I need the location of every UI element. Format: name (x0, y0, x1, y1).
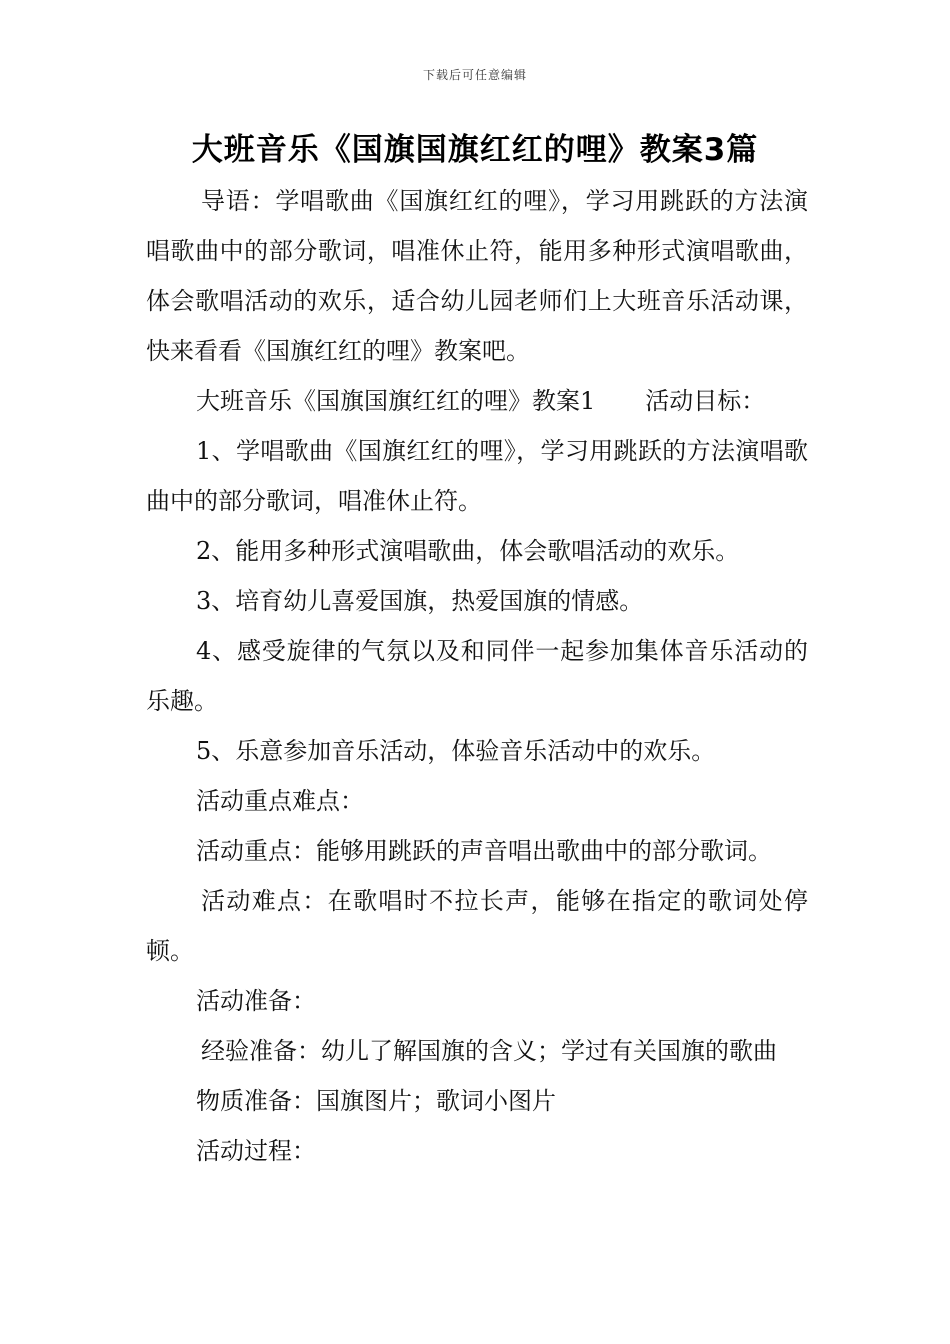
document-title: 大班音乐《国旗国旗红红的哩》教案3篇 (191, 132, 759, 168)
preparation-label: 活动准备： (196, 987, 316, 1015)
process-label: 活动过程： (196, 1137, 316, 1165)
goal-item-1: 1、学唱歌曲《国旗红红的哩》，学习用跳跃的方法演唱歌曲中的部分歌词，唱准休止符。 (146, 437, 808, 515)
goal-item-4: 4、感受旋律的气氛以及和同伴一起参加集体音乐活动的乐趣。 (146, 637, 808, 715)
section-heading-row (146, 376, 808, 426)
header-note: 下载后可任意编辑 (422, 68, 527, 82)
goals-label: 活动目标： (645, 387, 766, 415)
intro-paragraph: 导语：学唱歌曲《国旗红红的哩》，学习用跳跃的方法演唱歌曲中的部分歌词，唱准休止符，能用多种形式演唱歌曲，体会歌唱活动的欢乐，适合幼儿园老师们上大班音乐活动课，快来看看《国旗红红的哩》教案吧。 (146, 187, 808, 365)
document-body (146, 176, 808, 1176)
goal-item-2: 2、能用多种形式演唱歌曲，体会歌唱活动的欢乐。 (196, 537, 740, 565)
key-focus: 活动重点：能够用跳跃的声音唱出歌曲中的部分歌词。 (196, 837, 772, 865)
key-points-label: 活动重点难点： (196, 787, 364, 815)
material-preparation: 物质准备：国旗图片；歌词小图片 (196, 1087, 556, 1115)
key-difficulty: 活动难点：在歌唱时不拉长声，能够在指定的歌词处停顿。 (146, 887, 808, 965)
experience-preparation: 经验准备：幼儿了解国旗的含义；学过有关国旗的歌曲 (201, 1037, 777, 1065)
section-heading: 大班音乐《国旗国旗红红的哩》教案1 (196, 387, 596, 415)
goal-item-3: 3、培育幼儿喜爱国旗，热爱国旗的情感。 (196, 587, 644, 615)
goal-item-5: 5、乐意参加音乐活动，体验音乐活动中的欢乐。 (196, 737, 716, 765)
